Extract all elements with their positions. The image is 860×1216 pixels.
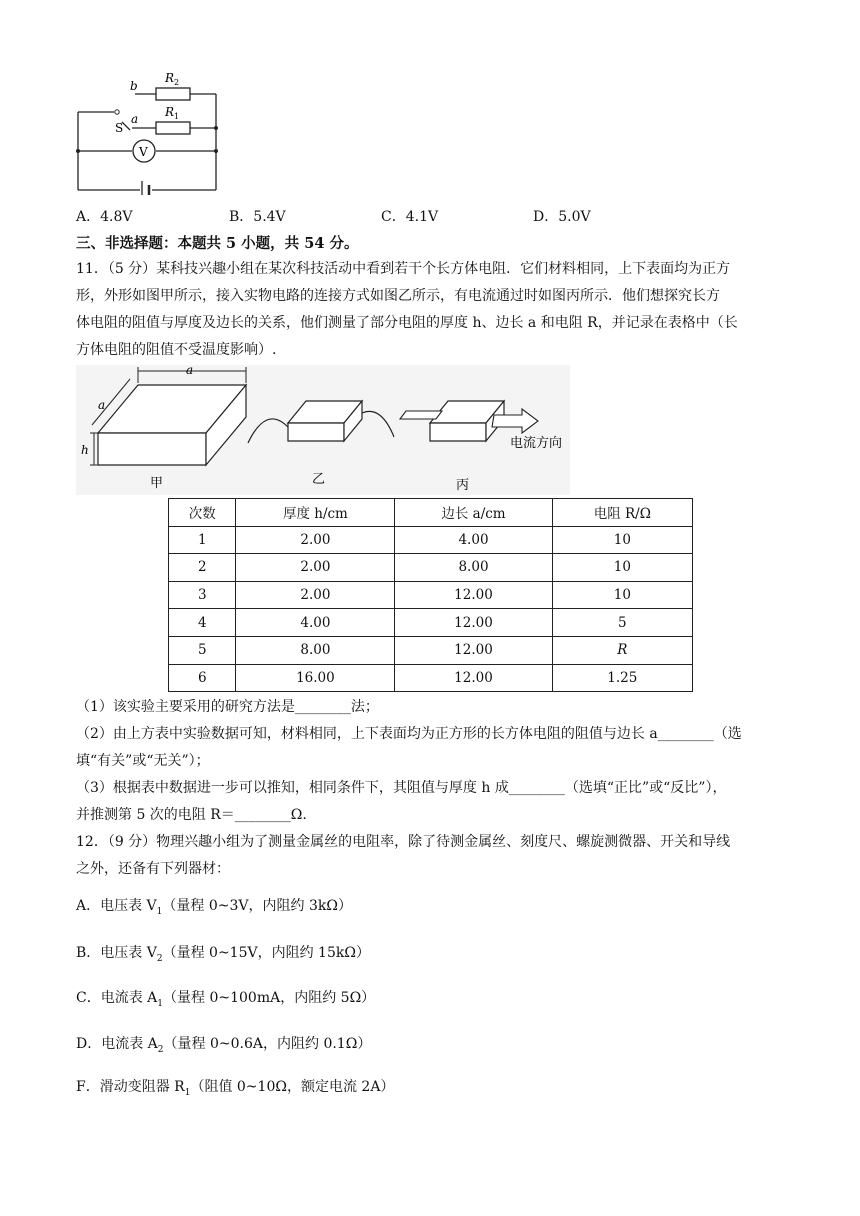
q12-item-a: A．电压表 $V_1$（量程 0~3V，内阻约 3kΩ） [76,898,352,917]
q12-item-f: F．滑动变阻器 $R_1$（阻值 0~10Ω，额定电流 2A） [76,1079,395,1098]
figure-caption-yi: 乙 [312,472,326,487]
table-cell: 1.25 [552,664,692,692]
label-b: b [130,79,138,93]
q11-sub1: （1）该实验主要采用的研究方法是________法； [76,699,379,715]
table-cell: 5 [552,609,692,637]
label-s: S [115,121,124,135]
figure-label-h: h [81,443,89,457]
table-cell: 16.00 [236,664,395,692]
table-row [169,554,693,582]
table-row [169,664,693,692]
table-cell: 12.00 [395,664,552,692]
table-header: 电阻 R/Ω [552,499,692,527]
figure-label-a-side: a [98,398,106,412]
table-header: 次数 [169,499,236,527]
table-cell: 6 [169,664,236,692]
table-cell: 2.00 [236,554,395,582]
table-cell: 10 [552,581,692,609]
table-cell: 1 [169,526,236,554]
q11-subquestions [76,694,788,829]
option-b: B．5.4V [229,209,286,225]
label-r1: R [165,105,175,119]
table-cell: 2.00 [236,581,395,609]
table-row [169,636,693,664]
table-row [169,526,693,554]
table-cell: 12.00 [395,581,552,609]
label-a: a [131,112,139,126]
table-cell: 5 [169,636,236,664]
figure-label-a-top: a [186,365,194,377]
circuit-diagram [70,70,230,195]
table-header: 边长 a/cm [395,499,552,527]
table-cell: 8.00 [395,554,552,582]
table-cell: 12.00 [395,609,552,637]
table-cell: 4.00 [395,526,552,554]
option-c: C．4.1V [381,209,439,225]
q11-sub2b: 填“有关”或“无关”）； [76,753,210,769]
table-cell: 4 [169,609,236,637]
resistor-r2 [156,88,190,100]
table-cell: 8.00 [236,636,395,664]
table-cell: 2.00 [236,526,395,554]
table-cell: 4.00 [236,609,395,637]
q12-item-d: D．电流表 $A_2$（量程 0~0.6A，内阻约 0.1Ω） [76,1036,372,1055]
q11-sub3a: （3）根据表中数据进一步可以推知，相同条件下，其阻值与厚度 h 成________（选填“正比”或“反比”）， [76,780,727,796]
resistor-figure [76,365,570,495]
q11-sub3b: 并推测第 5 次的电阻 R＝________Ω. [76,807,307,823]
label-r1-sub: 1 [174,112,180,121]
table-cell: 12.00 [395,636,552,664]
option-d: D．5.0V [533,209,591,225]
q11-sub2a: （2）由上方表中实验数据可知，材料相同，上下表面均为正方形的长方体电阻的阻值与边长 a________（选 [76,726,742,742]
section-heading: 三、非选择题：本题共 5 小题，共 54 分。 [76,235,359,252]
table-cell: 10 [552,526,692,554]
q12-item-b: B．电压表 $V_2$（量程 0~15V，内阻约 15kΩ） [76,945,370,964]
q12-stem: 12．（9 分）物理兴趣小组为了测量金属丝的电阻率，除了待测金属丝、刻度尺、螺旋测微器、开关和导线 之外，还备有下列器材： [76,834,731,877]
table-cell: 3 [169,581,236,609]
label-r2-sub: 2 [174,78,180,87]
table-header-row [169,499,693,527]
table-header: 厚度 h/cm [236,499,395,527]
q11-stem: 11．（5 分）某科技兴趣小组在某次科技活动中看到若干个长方体电阻．它们材料相同，上下表面均为正方 形，外形如图甲所示，接入实物电路的连接方式如图乙所示，有电流通过时如图丙所示．他们想探究长方 体电阻的阻值与厚度及边长的关系，他们测量了部分电阻的厚度 h、边长 a 和电阻 R，并记录在表格中（长 方体电阻的阻值不受温度影响）. [76,261,738,358]
label-v: V [139,145,148,159]
label-r2: R [165,71,175,85]
table-cell: 2 [169,554,236,582]
resistor-r1 [156,122,190,134]
option-a: A．4.8V [76,209,133,225]
q12-item-c: C．电流表 $A_1$（量程 0~100mA，内阻约 5Ω） [76,990,376,1009]
table-cell: R [552,636,692,664]
figure-current-direction: 电流方向 [510,436,563,451]
table-row [169,581,693,609]
table-row [169,609,693,637]
resistance-table [168,498,693,692]
figure-caption-bing: 丙 [456,478,470,493]
table-cell: 10 [552,554,692,582]
figure-caption-jia: 甲 [150,476,164,491]
